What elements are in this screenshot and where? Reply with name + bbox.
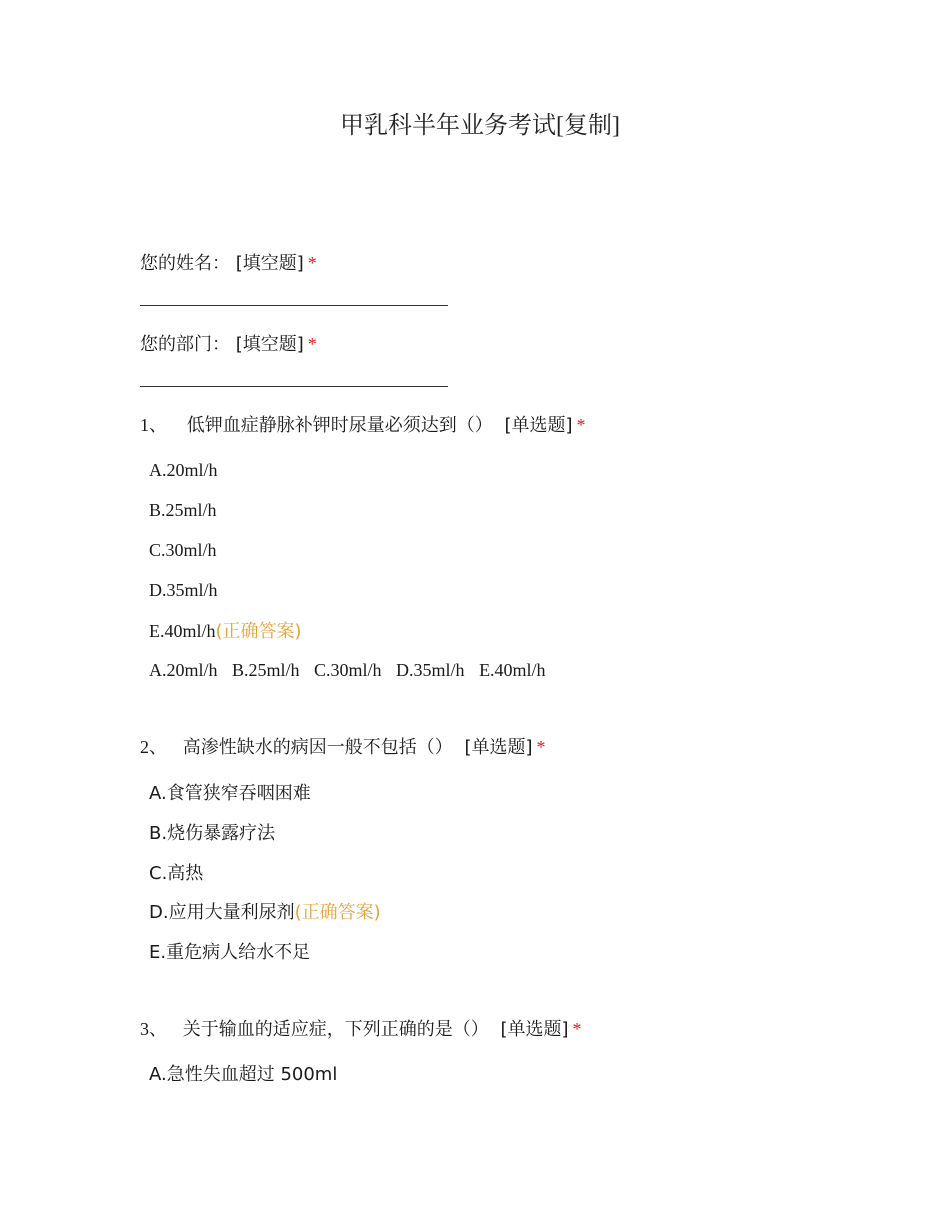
option-label: E.重危病人给水不足	[149, 942, 311, 963]
question-2-option-e[interactable]	[149, 940, 310, 965]
question-1-option-e[interactable]	[149, 619, 302, 644]
question-number: 3、	[140, 1019, 167, 1039]
correct-answer-marker: (正确答案)	[215, 621, 302, 642]
question-text: 关于输血的适应症，下列正确的是（）	[182, 1019, 489, 1040]
question-1-option-b[interactable]	[149, 498, 217, 522]
name-field-label-row	[140, 251, 317, 276]
field-type: [填空题]	[235, 253, 304, 274]
option-label: C.30ml/h	[149, 540, 217, 560]
question-number: 1、	[140, 415, 167, 435]
required-marker: *	[572, 1019, 582, 1039]
department-input-line[interactable]	[140, 386, 448, 387]
option-label: C.高热	[149, 863, 204, 884]
question-1-option-c[interactable]	[149, 538, 217, 562]
option-label: D.35ml/h	[149, 580, 218, 600]
question-type: [单选题]	[504, 415, 573, 436]
question-type: [单选题]	[500, 1019, 569, 1040]
question-2-option-c[interactable]	[149, 861, 203, 886]
summary-item: D.35ml/h	[396, 660, 465, 680]
question-number: 2、	[140, 737, 167, 757]
correct-answer-marker: (正确答案)	[294, 902, 381, 923]
question-type: [单选题]	[464, 737, 533, 758]
question-2-option-b[interactable]	[149, 821, 275, 846]
option-label: E.40ml/h	[149, 621, 216, 641]
question-text: 低钾血症静脉补钾时尿量必须达到（）	[186, 415, 493, 436]
summary-item: C.30ml/h	[314, 660, 382, 680]
question-2-option-d[interactable]	[149, 900, 381, 925]
summary-item: B.25ml/h	[232, 660, 300, 680]
name-input-line[interactable]	[140, 305, 448, 306]
required-marker: *	[576, 415, 586, 435]
question-3-title	[140, 1017, 582, 1042]
option-label: A.急性失血超过 500ml	[149, 1064, 338, 1085]
required-marker: *	[307, 253, 317, 273]
option-label: A.20ml/h	[149, 460, 218, 480]
question-2-title	[140, 735, 546, 760]
question-text: 高渗性缺水的病因一般不包括（）	[182, 737, 453, 758]
option-label: B.烧伤暴露疗法	[149, 823, 276, 844]
question-1-option-d[interactable]	[149, 578, 218, 602]
option-label: B.25ml/h	[149, 500, 217, 520]
department-field-label-row	[140, 332, 317, 357]
field-label: 您的部门：	[140, 334, 230, 355]
question-3-option-a[interactable]	[149, 1062, 337, 1087]
required-marker: *	[307, 334, 317, 354]
page-title: 甲乳科半年业务考试[复制]	[340, 113, 620, 139]
question-1-title	[140, 413, 586, 438]
field-type: [填空题]	[235, 334, 304, 355]
summary-item: A.20ml/h	[149, 660, 218, 680]
question-2-option-a[interactable]	[149, 781, 311, 806]
field-label: 您的姓名：	[140, 253, 230, 274]
required-marker: *	[536, 737, 546, 757]
summary-item: E.40ml/h	[479, 660, 546, 680]
option-label: A.食管狭窄吞咽困难	[149, 783, 311, 804]
question-1-option-a[interactable]	[149, 458, 218, 482]
option-label: D.应用大量利尿剂	[149, 902, 295, 923]
question-1-answer-summary	[149, 658, 546, 682]
